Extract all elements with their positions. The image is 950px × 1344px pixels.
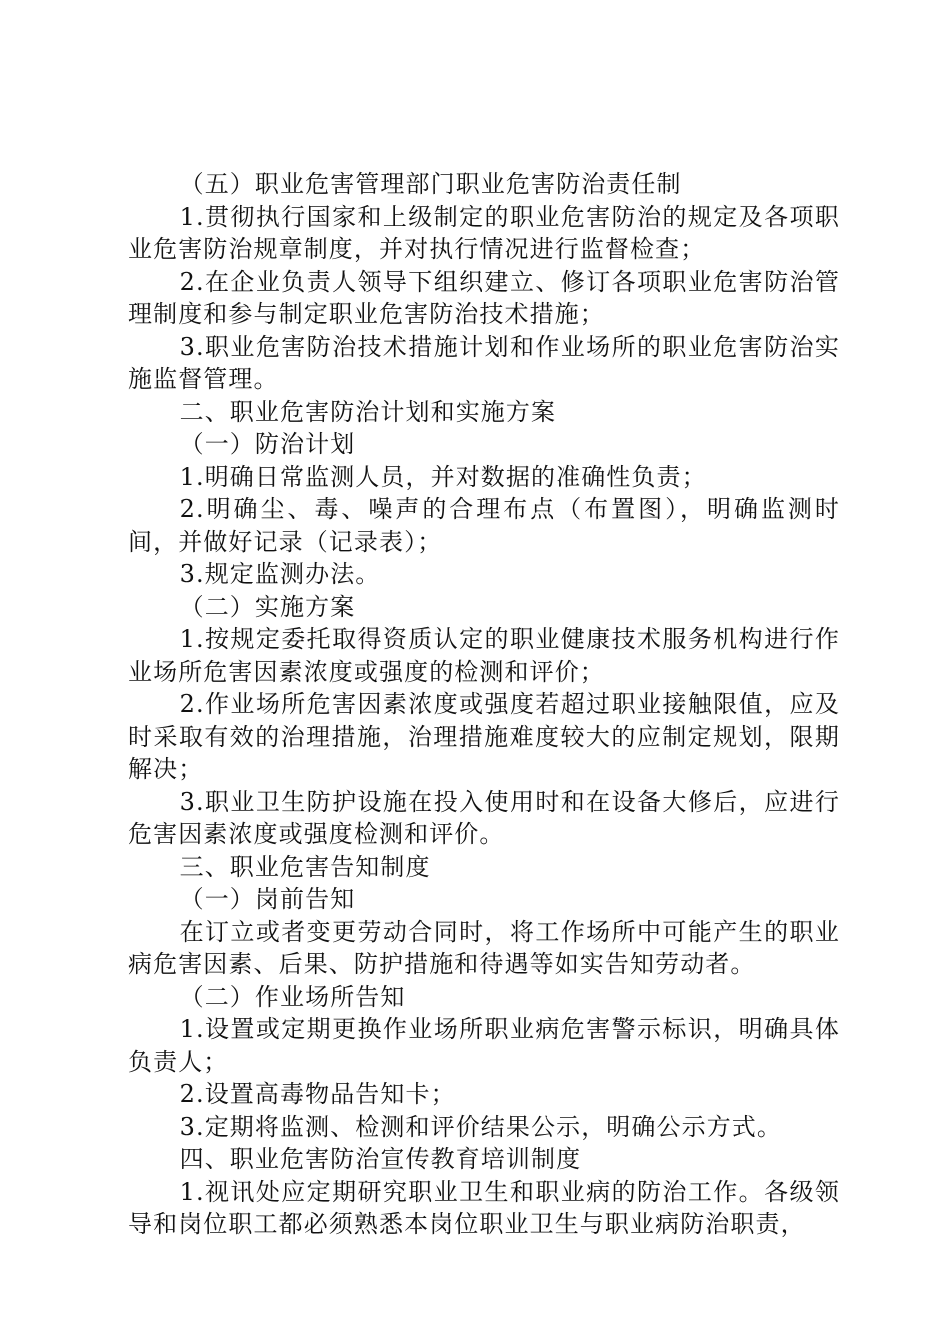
list-item: 1.设置或定期更换作业场所职业病危害警示标识，明确具体负责人； — [128, 1015, 840, 1076]
list-item: 1.按规定委托取得资质认定的职业健康技术服务机构进行作业场所危害因素浓度或强度的检测和评价； — [128, 625, 840, 686]
list-item: 2.设置高毒物品告知卡； — [179, 1080, 456, 1108]
list-item: 2.明确尘、毒、噪声的合理布点（布置图），明确监测时间，并做好记录（记录表）； — [128, 495, 840, 556]
section-heading-3: 三、职业危害告知制度 — [179, 852, 431, 881]
list-item: 3.规定监测办法。 — [179, 560, 381, 588]
list-item: 1.贯彻执行国家和上级制定的职业危害防治的规定及各项职业危害防治规章制度，并对执行情况进行监督检查； — [128, 202, 840, 263]
section-heading-2: 二、职业危害防治计划和实施方案 — [179, 397, 557, 426]
list-item: 3.定期将监测、检测和评价结果公示，明确公示方式。 — [179, 1112, 782, 1141]
subsection-heading: （二）实施方案 — [179, 592, 356, 621]
section-heading-5: （五）职业危害管理部门职业危害防治责任制 — [179, 170, 682, 198]
list-item: 2.作业场所危害因素浓度或强度若超过职业接触限值，应及时采取有效的治理措施，治理措施难度较大的应制定规划，限期解决； — [128, 690, 840, 783]
subsection-heading: （二）作业场所告知 — [179, 982, 406, 1011]
list-item: 3.职业卫生防护设施在投入使用时和在设备大修后，应进行危害因素浓度或强度检测和评价。 — [128, 787, 840, 848]
list-item: 2.在企业负责人领导下组织建立、修订各项职业危害防治管理制度和参与制定职业危害防治技术措施； — [128, 267, 840, 328]
section-heading-4: 四、职业危害防治宣传教育培训制度 — [179, 1145, 582, 1173]
list-item: 3.职业危害防治技术措施计划和作业场所的职业危害防治实施监督管理。 — [128, 332, 840, 393]
body-paragraph: 在订立或者变更劳动合同时，将工作场所中可能产生的职业病危害因素、后果、防护措施和待遇等如实告知劳动者。 — [128, 917, 840, 978]
subsection-heading: （一）岗前告知 — [179, 885, 356, 913]
list-item: 1.明确日常监测人员，并对数据的准确性负责； — [179, 462, 707, 491]
subsection-heading: （一）防治计划 — [179, 430, 356, 458]
document-body — [128, 168, 840, 1241]
list-item: 1.视讯处应定期研究职业卫生和职业病的防治工作。各级领导和岗位职工都必须熟悉本岗位职业卫生与职业病防治职责， — [128, 1177, 840, 1238]
